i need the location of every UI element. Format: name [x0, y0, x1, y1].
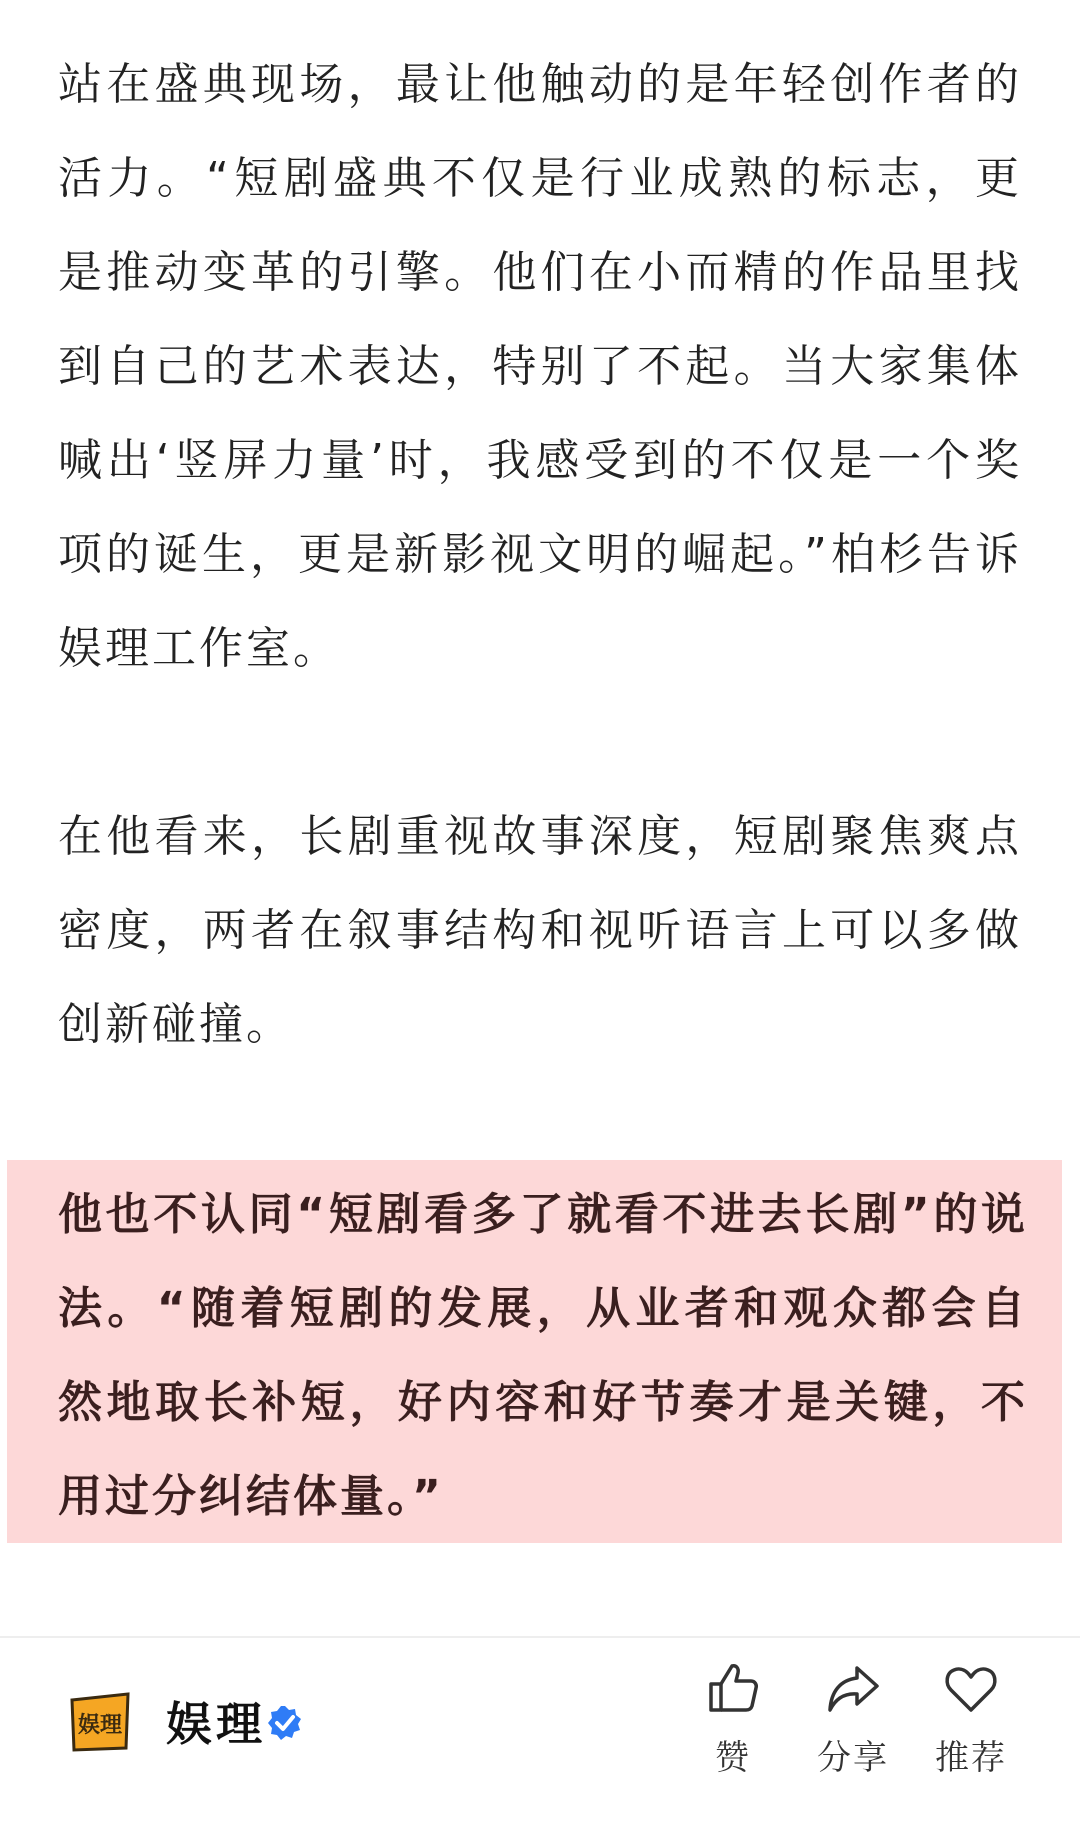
- recommend-button[interactable]: [916, 1660, 1026, 1800]
- heart-icon: [943, 1660, 999, 1716]
- highlighted-quote-block: [7, 1160, 1062, 1543]
- like-button[interactable]: [678, 1660, 788, 1800]
- recommend-label: 推荐: [935, 1738, 1007, 1778]
- share-arrow-icon: [825, 1660, 881, 1716]
- article-paragraph: 在他看来，长剧重视故事深度，短剧聚焦爽点密度，两者在叙事结构和视听语言上可以多做创新碰撞。: [58, 811, 1022, 1050]
- author-name[interactable]: 娱理: [166, 1697, 266, 1751]
- avatar-text: 娱理: [77, 1713, 123, 1738]
- author-avatar-logo-icon: [68, 1690, 132, 1754]
- share-button[interactable]: [798, 1660, 908, 1800]
- share-label: 分享: [817, 1738, 889, 1778]
- thumbs-up-icon: [705, 1660, 761, 1716]
- like-label: 赞: [715, 1738, 751, 1778]
- highlighted-quote-text: 他也不认同“短剧看多了就看不进去长剧”的说法。“随着短剧的发展，从业者和观众都会自然地取长补短，好内容和好节奏才是关键，不用过分纠结体量。”: [58, 1189, 1028, 1522]
- verified-badge-icon: [266, 1704, 304, 1742]
- author-avatar[interactable]: [68, 1690, 132, 1754]
- article-action-bar: [0, 1638, 1080, 1821]
- article-paragraph: 站在盛典现场，最让他触动的是年轻创作者的活力。“短剧盛典不仅是行业成熟的标志，更是推动变革的引擎。他们在小而精的作品里找到自己的艺术表达，特别了不起。当大家集体喊出‘竖屏力量’时，我感受到的不仅是一个奖项的诞生，更是新影视文明的崛起。”柏杉告诉娱理工作室。: [58, 59, 1022, 674]
